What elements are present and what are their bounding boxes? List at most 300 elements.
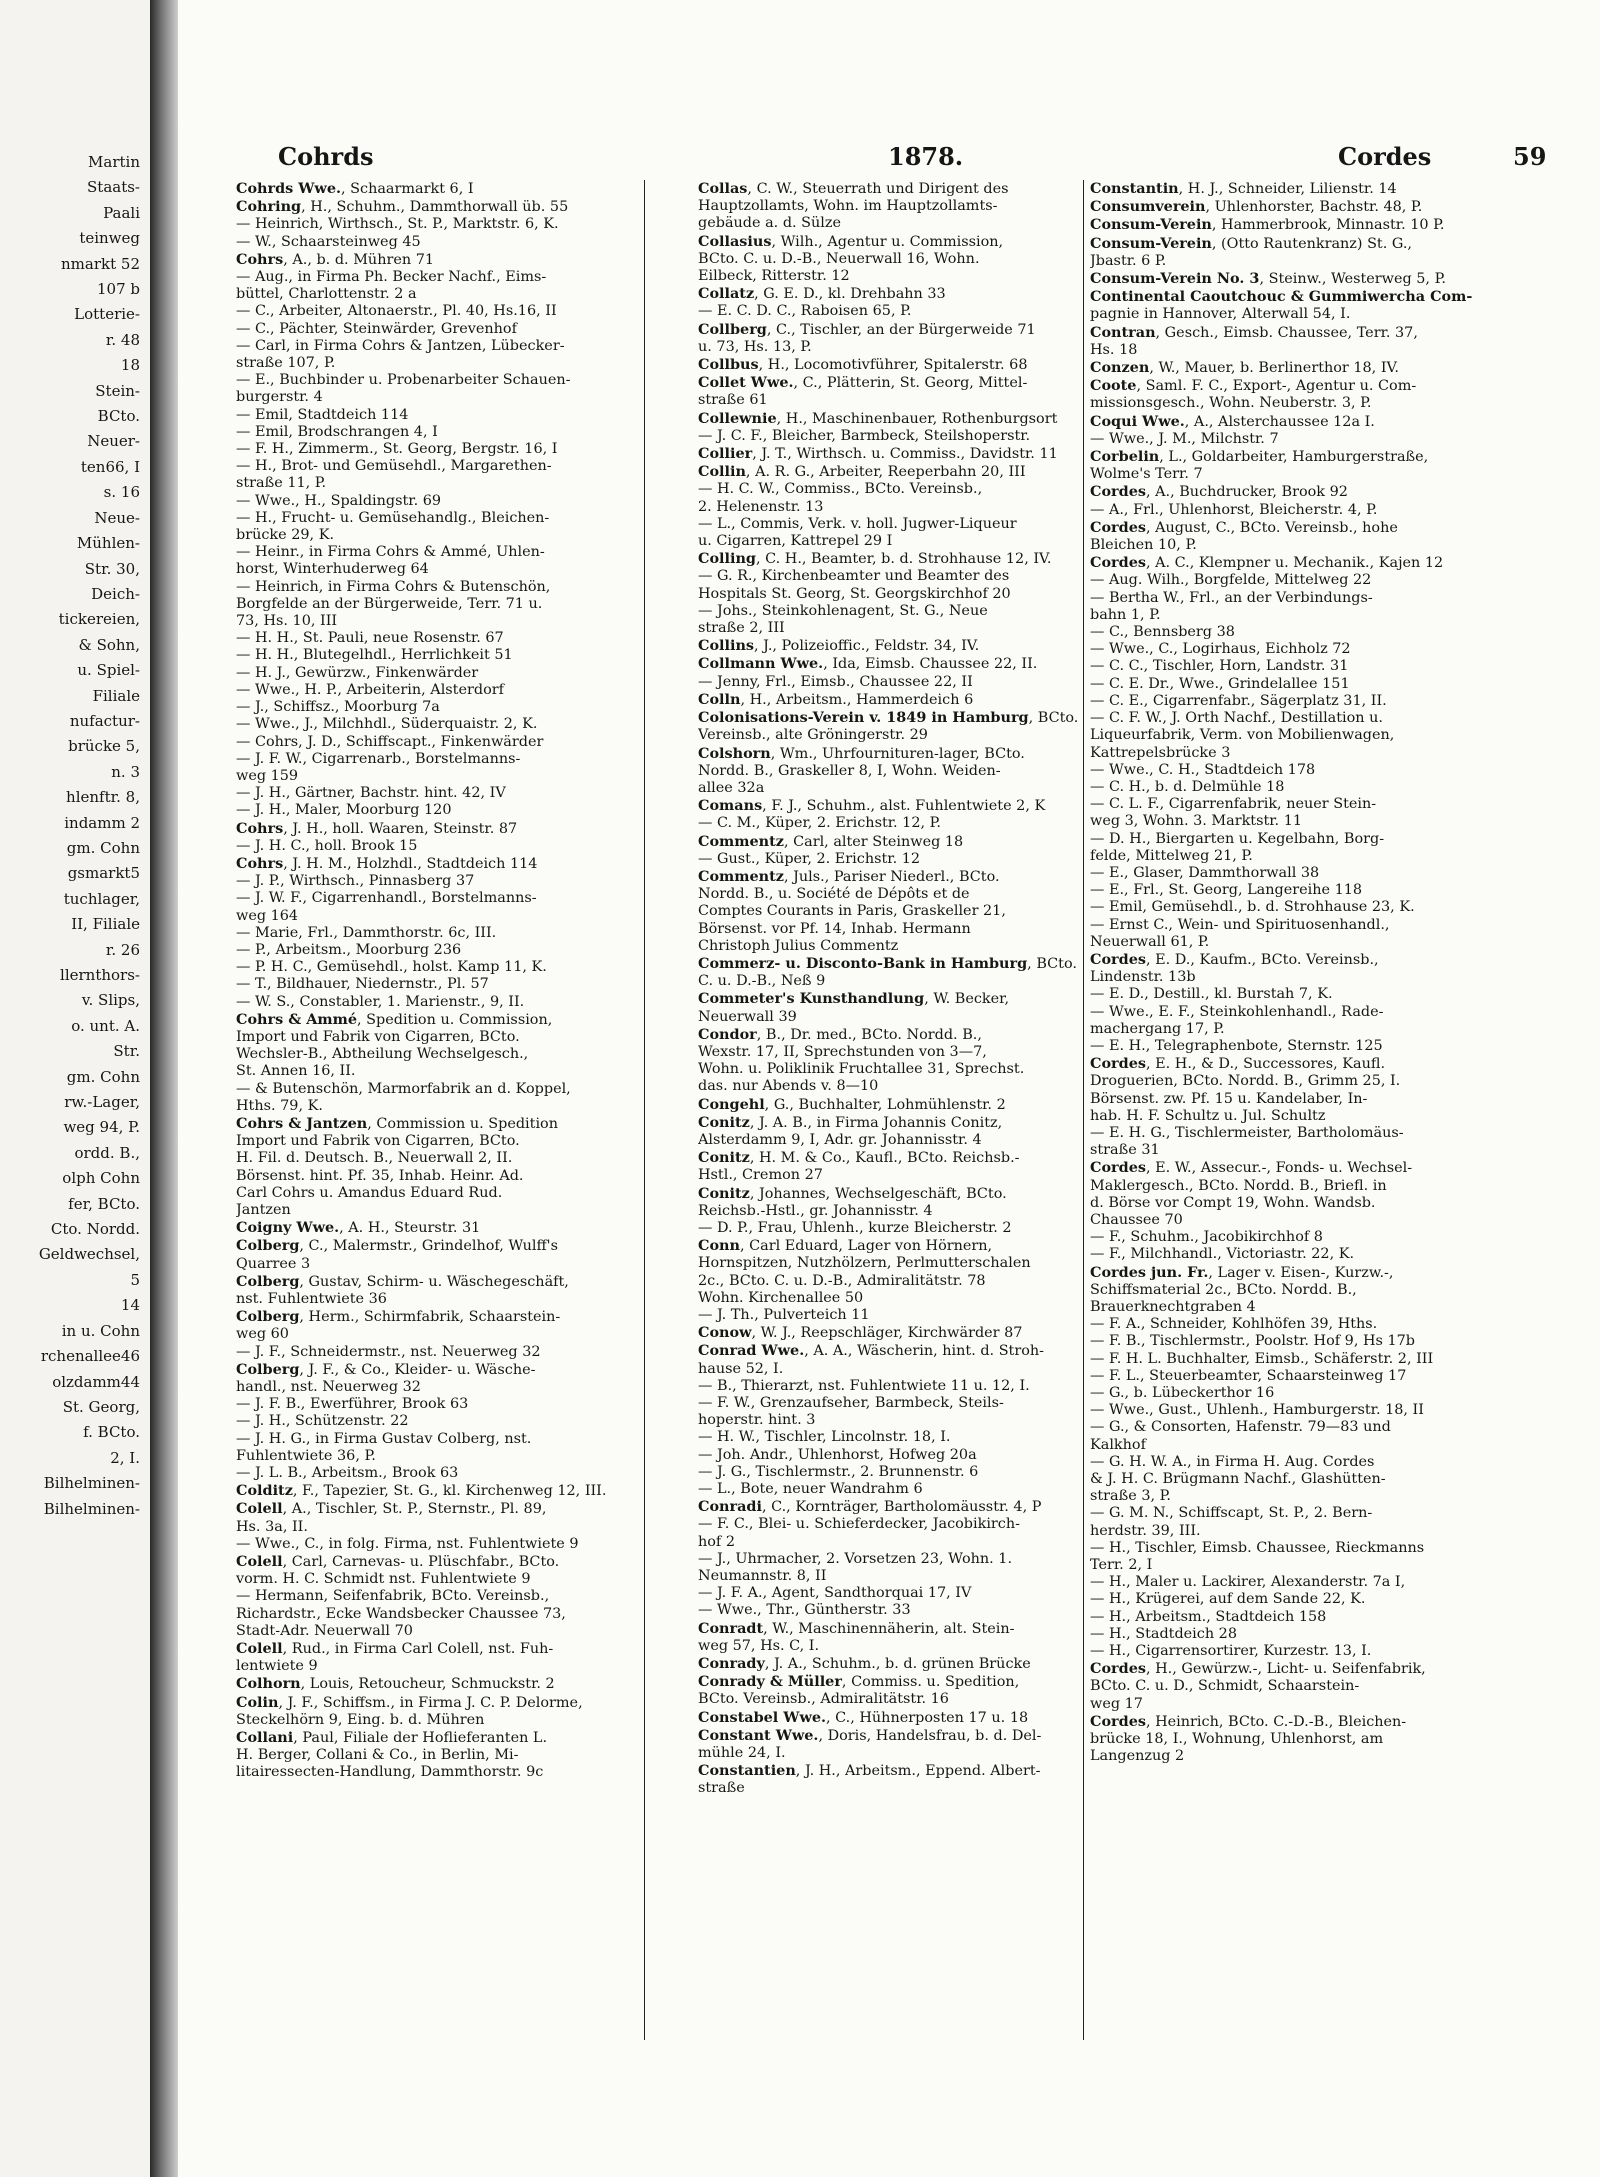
directory-line: Conradt, W., Maschinennäherin, alt. Stein- — [698, 1619, 1015, 1637]
directory-line: Colell, A., Tischler, St. P., Sternstr., Pl. 89, — [236, 1500, 547, 1518]
directory-line: — C. F. W., J. Orth Nachf., Destillation u. — [1090, 710, 1383, 727]
directory-line: Cohrds Wwe., Schaarmarkt 6, I — [236, 180, 474, 197]
directory-line: — F. W., Grenzaufseher, Barmbeck, Steils- — [698, 1395, 1004, 1412]
directory-line: Kalkhof — [1090, 1436, 1146, 1453]
directory-line: — Heinrich, in Firma Cohrs & Butenschön, — [236, 578, 551, 595]
edge-fragment: Mühlen- — [76, 534, 140, 553]
directory-line: — H., Tischler, Eimsb. Chaussee, Rieckmanns — [1090, 1539, 1425, 1556]
directory-line: — H., Maler u. Lackirer, Alexanderstr. 7a I, — [1090, 1574, 1406, 1591]
directory-line: Terr. 2, I — [1090, 1557, 1153, 1574]
previous-page-edge — [0, 150, 150, 2050]
directory-line: weg 3, Wohn. 3. Marktstr. 11 — [1090, 813, 1303, 830]
edge-fragment: indamm 2 — [64, 813, 140, 832]
directory-line: burgerstr. 4 — [236, 389, 323, 406]
directory-line: Contran, Gesch., Eimsb. Chaussee, Terr. 37, — [1090, 323, 1418, 341]
directory-line: allee 32a — [698, 779, 765, 796]
directory-line: — J. F. B., Ewerführer, Brook 63 — [236, 1396, 469, 1413]
directory-line: Collin, A. R. G., Arbeiter, Reeperbahn 20, III — [698, 463, 1026, 481]
directory-line: Conzen, W., Mauer, b. Berlinerthor 18, IV. — [1090, 359, 1399, 377]
directory-line: 73, Hs. 10, III — [236, 613, 338, 630]
directory-line: Cordes, Heinrich, BCto. C.-D.-B., Bleichen- — [1090, 1712, 1407, 1730]
page-header — [238, 142, 1558, 176]
directory-line: Colshorn, Wm., Uhrfournituren-lager, BCto. — [698, 744, 1025, 762]
edge-fragment: s. 16 — [103, 483, 140, 502]
directory-line: straße 31 — [1090, 1142, 1160, 1159]
edge-fragment: weg 94, P. — [63, 1118, 140, 1137]
edge-fragment: Str. — [113, 1042, 140, 1061]
directory-line: — E., Glaser, Dammthorwall 38 — [1090, 864, 1320, 881]
directory-line: — F. A., Schneider, Kohlhöfen 39, Hths. — [1090, 1316, 1378, 1333]
header-right-keyword: Cordes — [1338, 142, 1432, 171]
directory-line: — & Butenschön, Marmorfabrik an d. Koppel, — [236, 1080, 571, 1097]
header-left-keyword: Cohrds — [278, 142, 374, 171]
directory-line: Colling, C. H., Beamter, b. d. Strohhause 12, IV. — [698, 550, 1052, 568]
directory-line: weg 60 — [236, 1326, 289, 1343]
directory-line: — Wwe., H. P., Arbeiterin, Alsterdorf — [236, 681, 504, 698]
directory-line: — Aug. Wilh., Borgfelde, Mittelweg 22 — [1090, 572, 1372, 589]
directory-line: weg 57, Hs. C, I. — [698, 1637, 820, 1654]
directory-line: Import und Fabrik von Cigarren, BCto. — [236, 1133, 520, 1150]
edge-fragment: in u. Cohn — [61, 1321, 140, 1340]
edge-fragment: gm. Cohn — [66, 1067, 140, 1086]
edge-fragment: & Sohn, — [78, 635, 140, 654]
directory-line: — B., Thierarzt, nst. Fuhlentwiete 11 u. 12, I. — [698, 1377, 1030, 1394]
directory-line: — F., Milchhandl., Victoriastr. 22, K. — [1090, 1246, 1355, 1263]
directory-line: — J. C. F., Bleicher, Barmbeck, Steilshoperstr. — [698, 427, 1031, 444]
directory-line: Conitz, H. M. & Co., Kaufl., BCto. Reichsb.- — [698, 1149, 1020, 1167]
directory-line: Hornspitzen, Nutzhölzern, Perlmutterschalen — [698, 1255, 1031, 1272]
directory-line: Borgfelde an der Bürgerweide, Terr. 71 u. — [236, 595, 543, 612]
directory-line: straße 107, P. — [236, 355, 336, 372]
directory-line: weg 17 — [1090, 1695, 1143, 1712]
directory-line: — J. F. A., Agent, Sandthorquai 17, IV — [698, 1585, 972, 1602]
directory-line: Conrady & Müller, Commiss. u. Spedition, — [698, 1673, 1020, 1691]
edge-fragment: 14 — [120, 1296, 140, 1315]
edge-fragment: teinweg — [79, 229, 140, 248]
directory-line: — L., Commis, Verk. v. holl. Jugwer-Liqueur — [698, 515, 1017, 532]
edge-fragment: Geldwechsel, — [38, 1245, 140, 1264]
directory-line: — C. M., Küper, 2. Erichstr. 12, P. — [698, 815, 941, 832]
directory-line: Collier, J. T., Wirthsch. u. Commiss., Davidstr. 11 — [698, 445, 1058, 463]
directory-line: Consum-Verein, (Otto Rautenkranz) St. G., — [1090, 234, 1412, 252]
directory-line: Fuhlentwiete 36, P. — [236, 1447, 376, 1464]
directory-line: Hs. 18 — [1090, 341, 1138, 358]
directory-line: herdstr. 39, III. — [1090, 1522, 1201, 1539]
directory-line: — Jenny, Frl., Eimsb., Chaussee 22, II — [698, 673, 973, 690]
directory-line: Schiffsmaterial 2c., BCto. Nordd. B., — [1090, 1281, 1357, 1298]
directory-line: Börsenst. vor Pf. 14, Inhab. Hermann — [698, 920, 971, 937]
directory-line: Collbus, H., Locomotivführer, Spitalerstr. 68 — [698, 356, 1028, 374]
directory-line: Constantin, H. J., Schneider, Lilienstr. 14 — [1090, 180, 1397, 197]
directory-line: Droguerien, BCto. Nordd. B., Grimm 25, I. — [1090, 1073, 1401, 1090]
edge-fragment: Bilhelminen- — [43, 1499, 140, 1518]
directory-line: — Wwe., Gust., Uhlenh., Hamburgerstr. 18, II — [1090, 1402, 1424, 1419]
directory-line: u. 73, Hs. 13, P. — [698, 338, 812, 355]
directory-line: — E. C. D. C., Raboisen 65, P. — [698, 303, 912, 320]
edge-fragment: Deich- — [91, 584, 140, 603]
directory-line: Hths. 79, K. — [236, 1097, 323, 1114]
directory-line: — H., Krügerei, auf dem Sande 22, K. — [1090, 1591, 1366, 1608]
directory-line: Colhorn, Louis, Retoucheur, Schmuckstr. 2 — [236, 1675, 555, 1693]
edge-fragment: Bilhelminen- — [43, 1474, 140, 1493]
directory-line: — J. W. F., Cigarrenhandl., Borstelmanns- — [236, 890, 537, 907]
directory-line: Börsenst. hint. Pf. 35, Inhab. Heinr. Ad. — [236, 1167, 524, 1184]
edge-fragment: u. Spiel- — [77, 661, 140, 680]
edge-fragment: Staats- — [87, 178, 140, 197]
directory-line: — Bertha W., Frl., an der Verbindungs- — [1090, 589, 1373, 606]
directory-line: Cordes, A., Buchdrucker, Brook 92 — [1090, 483, 1348, 501]
directory-line: — Ernst C., Wein- und Spirituosenhandl., — [1090, 916, 1390, 933]
directory-line: — F., Schuhm., Jacobikirchhof 8 — [1090, 1229, 1323, 1246]
directory-line: mühle 24, I. — [698, 1745, 786, 1762]
directory-line: Christoph Julius Commentz — [698, 937, 899, 954]
directory-line: Reichsb.-Hstl., gr. Johannisstr. 4 — [698, 1202, 933, 1219]
directory-line: Steckelhörn 9, Eing. b. d. Mühren — [236, 1711, 485, 1728]
edge-fragment: ten66, I — [80, 457, 140, 476]
directory-line: — E. D., Destill., kl. Burstah 7, K. — [1090, 986, 1333, 1003]
edge-fragment: o. unt. A. — [71, 1016, 140, 1035]
edge-fragment: n. 3 — [111, 762, 140, 781]
directory-line: Jantzen — [236, 1201, 291, 1218]
directory-line: — H. H., Blutegelhdl., Herrlichkeit 51 — [236, 647, 513, 664]
edge-fragment: fer, BCto. — [68, 1194, 140, 1213]
directory-line: felde, Mittelweg 21, P. — [1090, 847, 1253, 864]
page-number: 59 — [1513, 142, 1547, 171]
directory-line: Cohrs & Ammé, Spedition u. Commission, — [236, 1010, 553, 1028]
directory-line: Colell, Rud., in Firma Carl Colell, nst. Fuh- — [236, 1640, 554, 1658]
directory-line: brücke 18, I., Wohnung, Uhlenhorst, am — [1090, 1731, 1384, 1748]
directory-line: Neumannstr. 8, II — [698, 1568, 827, 1585]
directory-line: — W., Schaarsteinweg 45 — [236, 233, 421, 250]
edge-fragment: ordd. B., — [74, 1143, 140, 1162]
directory-line: Constabel Wwe., C., Hühnerposten 17 u. 18 — [698, 1708, 1029, 1726]
directory-page — [178, 0, 1600, 2177]
directory-line: — D. P., Frau, Uhlenh., kurze Bleicherstr. 2 — [698, 1219, 1012, 1236]
directory-line: Collani, Paul, Filiale der Hoflieferanten L. — [236, 1729, 548, 1747]
directory-line: — Wwe., C., in folg. Firma, nst. Fuhlentwiete 9 — [236, 1535, 579, 1552]
edge-fragment: v. Slips, — [81, 991, 140, 1010]
directory-line: Colin, J. F., Schiffsm., in Firma J. C. P. Delorme, — [236, 1693, 583, 1711]
directory-line: Wohn. u. Poliklinik Fruchtallee 31, Sprechst. — [698, 1061, 1025, 1078]
directory-line: u. Cigarren, Kattrepel 29 I — [698, 533, 893, 550]
directory-line: — Wwe., E. F., Steinkohlenhandl., Rade- — [1090, 1003, 1384, 1020]
column-divider-2 — [1083, 180, 1084, 2040]
directory-line: Commentz, Carl, alter Steinweg 18 — [698, 832, 964, 850]
directory-line: Conitz, J. A. B., in Firma Johannis Conitz, — [698, 1113, 1003, 1131]
directory-line: brücke 29, K. — [236, 527, 335, 544]
edge-fragment: tuchlager, — [63, 889, 140, 908]
directory-line: Import und Fabrik von Cigarren, BCto. — [236, 1028, 520, 1045]
directory-line: Brauerknechtgraben 4 — [1090, 1299, 1256, 1315]
directory-line: — H., Frucht- u. Gemüsehandlg., Bleichen- — [236, 509, 550, 526]
column-2 — [698, 180, 1108, 2100]
directory-line: bahn 1, P. — [1090, 606, 1161, 623]
directory-line: — H., Cigarrensortirer, Kurzestr. 13, I. — [1090, 1643, 1372, 1660]
directory-line: — J., Uhrmacher, 2. Vorsetzen 23, Wohn. 1. — [698, 1550, 1013, 1567]
directory-line: C. u. D.-B., Neß 9 — [698, 973, 826, 990]
directory-line: — J. L. B., Arbeitsm., Brook 63 — [236, 1465, 459, 1482]
directory-line: Coigny Wwe., A. H., Steurstr. 31 — [236, 1219, 481, 1237]
directory-line: Jbastr. 6 P. — [1090, 252, 1167, 269]
directory-line: — F. L., Steuerbeamter, Schaarsteinweg 17 — [1090, 1367, 1407, 1384]
directory-line: — Aug., in Firma Ph. Becker Nachf., Eims- — [236, 269, 547, 286]
directory-line: pagnie in Hannover, Alterwall 54, I. — [1090, 306, 1351, 323]
edge-fragment: 107 b — [96, 280, 140, 299]
directory-line: Conn, Carl Eduard, Lager von Hörnern, — [698, 1237, 993, 1255]
directory-line: — Emil, Brodschrangen 4, I — [236, 423, 438, 440]
directory-line: — F. B., Tischlermstr., Poolstr. Hof 9, Hs 17b — [1090, 1333, 1415, 1350]
edge-fragment: olzdamm44 — [52, 1372, 140, 1391]
directory-line: hause 52, I. — [698, 1360, 784, 1377]
directory-line: — Johs., Steinkohlenagent, St. G., Neue — [698, 602, 988, 619]
directory-line: — H. H., St. Pauli, neue Rosenstr. 67 — [236, 630, 504, 647]
edge-fragment: Neue- — [94, 508, 140, 527]
directory-line: Hstl., Cremon 27 — [698, 1167, 823, 1184]
edge-fragment: Martin — [88, 153, 140, 171]
edge-fragment: BCto. — [97, 407, 140, 426]
directory-line: — J. F., Schneidermstr., nst. Neuerweg 32 — [236, 1343, 541, 1360]
directory-line: — Heinr., in Firma Cohrs & Ammé, Uhlen- — [236, 544, 545, 561]
directory-line: litairessecten-Handlung, Dammthorstr. 9c — [236, 1764, 544, 1781]
directory-line: — E. H. G., Tischlermeister, Bartholomäus- — [1090, 1124, 1404, 1141]
directory-line: Cohrs & Jantzen, Commission u. Spedition — [236, 1114, 558, 1132]
directory-line: BCto. Vereinsb., Admiralitätstr. 16 — [698, 1691, 949, 1708]
directory-line: — Wwe., J. M., Milchstr. 7 — [1090, 430, 1279, 447]
directory-line: Consum-Verein No. 3, Steinw., Westerweg 5, P. — [1090, 270, 1446, 288]
directory-line: — H., Arbeitsm., Stadtdeich 158 — [1090, 1608, 1327, 1625]
directory-line: Conow, W. J., Reepschläger, Kirchwärder 87 — [698, 1324, 1023, 1342]
directory-line: Nordd. B., Graskeller 8, I, Wohn. Weiden- — [698, 762, 1001, 779]
directory-line: — C., Pächter, Steinwärder, Grevenhof — [236, 320, 517, 337]
edge-fragment: nufactur- — [69, 711, 140, 730]
directory-line: — C. L. F., Cigarrenfabrik, neuer Stein- — [1090, 796, 1377, 813]
directory-line: machergang 17, P. — [1090, 1020, 1225, 1037]
directory-line: Collberg, C., Tischler, an der Bürgerweide 71 — [698, 320, 1036, 338]
edge-fragment: St. Georg, — [62, 1397, 140, 1416]
directory-line: Cordes, E. D., Kaufm., BCto. Vereinsb., — [1090, 950, 1379, 968]
edge-fragment: r. 26 — [105, 940, 140, 959]
directory-line: Condor, B., Dr. med., BCto. Nordd. B., — [698, 1025, 982, 1043]
directory-line: Colell, Carl, Carnevas- u. Plüschfabr., BCto. — [236, 1553, 560, 1571]
book-gutter — [150, 0, 178, 2177]
directory-line: gebäude a. d. Sülze — [698, 215, 842, 232]
directory-line: Wohn. Kirchenallee 50 — [698, 1289, 864, 1306]
directory-line: Cordes, E. H., & D., Successores, Kaufl. — [1090, 1055, 1386, 1073]
directory-line: — L., Bote, neuer Wandrahm 6 — [698, 1481, 923, 1498]
directory-line: — H. C. W., Commiss., BCto. Vereinsb., — [698, 481, 983, 498]
directory-line: — Wwe., H., Spaldingstr. 69 — [236, 492, 442, 509]
directory-line: Neuerwall 61, P. — [1090, 933, 1210, 950]
directory-line: — Wwe., C., Logirhaus, Eichholz 72 — [1090, 641, 1351, 658]
directory-line: Wolme's Terr. 7 — [1090, 466, 1203, 483]
directory-line: Comans, F. J., Schuhm., alst. Fuhlentwiete 2, K — [698, 797, 1046, 815]
directory-line: Cohring, H., Schuhm., Dammthorwall üb. 55 — [236, 198, 569, 216]
directory-line: — G. R., Kirchenbeamter und Beamter des — [698, 568, 1010, 585]
directory-line: Colln, H., Arbeitsm., Hammerdeich 6 — [698, 690, 974, 708]
directory-line: — Hermann, Seifenfabrik, BCto. Vereinsb., — [236, 1588, 550, 1605]
directory-line: — E., Buchbinder u. Probenarbeiter Schauen- — [236, 372, 571, 389]
directory-line: Cordes, A. C., Klempner u. Mechanik., Kajen 12 — [1090, 554, 1444, 572]
directory-line: Quarree 3 — [236, 1255, 311, 1272]
column-divider-1 — [644, 180, 645, 2040]
edge-fragment: Stein- — [95, 381, 140, 400]
directory-line: — Joh. Andr., Uhlenhorst, Hofweg 20a — [698, 1446, 977, 1463]
directory-line: Corbelin, L., Goldarbeiter, Hamburgerstraße, — [1090, 448, 1429, 466]
directory-line: weg 164 — [236, 907, 299, 924]
directory-line: Cordes jun. Fr., Lager v. Eisen-, Kurzw.-, — [1090, 1263, 1394, 1281]
directory-line: — H. W., Tischler, Lincolnstr. 18, I. — [698, 1429, 951, 1446]
directory-line: Conitz, Johannes, Wechselgeschäft, BCto. — [698, 1184, 1007, 1202]
edge-fragment: Filiale — [92, 686, 140, 705]
directory-line: Cohrs, A., b. d. Mühren 71 — [236, 250, 435, 268]
directory-line: — J. F. W., Cigarrenarb., Borstelmanns- — [236, 750, 521, 767]
directory-line: — F. H., Zimmerm., St. Georg, Bergstr. 16, I — [236, 441, 558, 458]
directory-line: — C. H., b. d. Delmühle 18 — [1090, 778, 1285, 795]
directory-line: Collasius, Wilh., Agentur u. Commission, — [698, 232, 1004, 250]
directory-line: Collewnie, H., Maschinenbauer, Rothenburgsort — [698, 409, 1058, 427]
directory-line: — C., Arbeiter, Altonaerstr., Pl. 40, Hs.16, II — [236, 303, 557, 320]
directory-line: horst, Winterhuderweg 64 — [236, 561, 429, 578]
directory-line: Consumverein, Uhlenhorster, Bachstr. 48, P. — [1090, 198, 1423, 216]
directory-line: Comptes Courants in Paris, Graskeller 21, — [698, 903, 1006, 920]
directory-line: — E. H., Telegraphenbote, Sternstr. 125 — [1090, 1037, 1383, 1054]
edge-fragment: nmarkt 52 — [61, 254, 140, 273]
directory-line: Collet Wwe., C., Plätterin, St. Georg, Mittel- — [698, 374, 1028, 392]
directory-line: Wexstr. 17, II, Sprechstunden von 3—7, — [698, 1043, 987, 1060]
edge-fragment: olph Cohn — [62, 1169, 140, 1188]
directory-line: nst. Fuhlentwiete 36 — [236, 1291, 387, 1307]
directory-line: Commentz, Juls., Pariser Niederl., BCto. — [698, 867, 1000, 885]
directory-line: — Emil, Stadtdeich 114 — [236, 406, 409, 423]
directory-line: Congehl, G., Buchhalter, Lohmühlenstr. 2 — [698, 1095, 1006, 1113]
directory-line: Collins, J., Polizeioffic., Feldstr. 34, IV. — [698, 637, 980, 655]
edge-fragment: Cto. Nordd. — [50, 1220, 140, 1239]
directory-line: Cordes, E. W., Assecur.-, Fonds- u. Wechsel- — [1090, 1159, 1413, 1177]
directory-line: Collmann Wwe., Ida, Eimsb. Chaussee 22, II. — [698, 655, 1038, 673]
edge-fragment: tickereien, — [58, 610, 140, 629]
directory-line: handl., nst. Neuerweg 32 — [236, 1379, 421, 1396]
column-1 — [236, 180, 646, 2100]
directory-line: Constant Wwe., Doris, Handelsfrau, b. d. Del- — [698, 1726, 1042, 1744]
edge-fragment: gsmarkt5 — [67, 864, 140, 883]
edge-fragment: r. 48 — [105, 330, 140, 349]
directory-line: Coote, Saml. F. C., Export-, Agentur u. Com- — [1090, 377, 1417, 395]
edge-fragment: rw.-Lager, — [64, 1093, 140, 1112]
directory-line: Constantien, J. H., Arbeitsm., Eppend. Albert- — [698, 1762, 1041, 1780]
directory-line: straße 61 — [698, 392, 768, 409]
directory-line: straße 3, P. — [1090, 1488, 1171, 1505]
directory-line: Hauptzollamts, Wohn. im Hauptzollamts- — [698, 198, 998, 215]
directory-line: Conrady, J. A., Schuhm., b. d. grünen Brücke — [698, 1655, 1031, 1673]
directory-line: — Gust., Küper, 2. Erichstr. 12 — [698, 850, 921, 867]
directory-line: — D. H., Biergarten u. Kegelbahn, Borg- — [1090, 830, 1385, 847]
directory-line: — A., Frl., Uhlenhorst, Bleicherstr. 4, P. — [1090, 501, 1378, 518]
directory-line: — F. C., Blei- u. Schieferdecker, Jacobikirch- — [698, 1516, 1021, 1533]
directory-line: Cohrs, J. H. M., Holzhdl., Stadtdeich 114 — [236, 854, 538, 872]
directory-line: BCto. C. u. D.-B., Neuerwall 16, Wohn. — [698, 250, 980, 267]
edge-fragment: 18 — [120, 356, 140, 375]
edge-fragment: 2, I. — [110, 1448, 140, 1467]
edge-fragment: gm. Cohn — [66, 838, 140, 857]
directory-line: — E., Frl., St. Georg, Langereihe 118 — [1090, 882, 1363, 899]
directory-line: Colberg, C., Malermstr., Grindelhof, Wulff's — [236, 1237, 559, 1255]
directory-line: Börsenst. zw. Pf. 15 u. Kandelaber, In- — [1090, 1090, 1368, 1107]
directory-line: Lindenstr. 13b — [1090, 969, 1196, 986]
directory-line: & J. H. C. Brügmann Nachf., Glashütten- — [1090, 1471, 1386, 1488]
edge-fragment: Str. 30, — [84, 559, 140, 578]
directory-line: straße — [698, 1780, 745, 1797]
directory-line: Collatz, G. E. D., kl. Drehbahn 33 — [698, 285, 946, 303]
edge-fragment: rchenallee46 — [40, 1347, 140, 1366]
directory-line: Maklergesch., BCto. Nordd. B., Briefl. in — [1090, 1177, 1387, 1194]
directory-line: Alsterdamm 9, I, Adr. gr. Johannisstr. 4 — [698, 1131, 982, 1148]
directory-line: büttel, Charlottenstr. 2 a — [236, 286, 417, 303]
directory-line: Colberg, Gustav, Schirm- u. Wäschegeschäft, — [236, 1272, 569, 1290]
edge-fragment: hlenftr. 8, — [66, 788, 140, 807]
directory-line: — Marie, Frl., Dammthorstr. 6c, III. — [236, 924, 497, 941]
directory-line: — H. J., Gewürzw., Finkenwärder — [236, 664, 479, 681]
directory-line: Liqueurfabrik, Verm. von Mobilienwagen, — [1090, 727, 1395, 744]
directory-line: das. nur Abends v. 8—10 — [698, 1078, 879, 1095]
directory-line: — C. E., Cigarrenfabr., Sägerplatz 31, II. — [1090, 692, 1387, 709]
directory-line: — Cohrs, J. D., Schiffscapt., Finkenwärder — [236, 733, 544, 750]
directory-line: — J. H. C., holl. Brook 15 — [236, 837, 418, 854]
edge-fragment: Neuer- — [87, 432, 140, 451]
edge-fragment: 5 — [130, 1270, 140, 1289]
directory-line: — G., b. Lübeckerthor 16 — [1090, 1385, 1275, 1402]
directory-line: Conradi, C., Kornträger, Bartholomäusstr. 4, P — [698, 1498, 1042, 1516]
directory-line: Langenzug 2 — [1090, 1748, 1185, 1765]
directory-line: — J. Th., Pulverteich 11 — [698, 1307, 870, 1323]
directory-line: Cordes, H., Gewürzw.-, Licht- u. Seifenfabrik, — [1090, 1660, 1426, 1678]
directory-line: hof 2 — [698, 1533, 735, 1550]
directory-line: Neuerwall 39 — [698, 1008, 797, 1025]
directory-line: Richardstr., Ecke Wandsbecker Chaussee 73, — [236, 1605, 566, 1622]
edge-fragment: Lotterie- — [74, 305, 140, 324]
directory-line: — P. H. C., Gemüsehdl., holst. Kamp 11, K. — [236, 959, 547, 976]
directory-line: hoperstr. hint. 3 — [698, 1412, 816, 1429]
directory-line: Collas, C. W., Steuerrath und Dirigent des — [698, 180, 1009, 197]
edge-fragment: II, Filiale — [71, 915, 140, 934]
directory-line: — F. H. L. Buchhalter, Eimsb., Schäferstr. 2, III — [1090, 1350, 1434, 1367]
directory-line: Commerz- u. Disconto-Bank in Hamburg, BCto. — [698, 954, 1077, 972]
directory-line: d. Börse vor Compt 19, Wohn. Wandsb. — [1090, 1194, 1376, 1211]
directory-line: hab. H. F. Schultz u. Jul. Schultz — [1090, 1107, 1326, 1124]
directory-line: Coqui Wwe., A., Alsterchaussee 12a I. — [1090, 412, 1375, 430]
directory-line: weg 159 — [236, 767, 299, 784]
directory-line: lentwiete 9 — [236, 1658, 318, 1675]
directory-line: Carl Cohrs u. Amandus Eduard Rud. — [236, 1184, 503, 1201]
directory-line: Vereinsb., alte Gröningerstr. 29 — [698, 727, 928, 744]
directory-line: Hospitals St. Georg, St. Georgskirchhof 20 — [698, 585, 1011, 602]
directory-line: — Emil, Gemüsehdl., b. d. Strohhause 23, K. — [1090, 899, 1415, 916]
directory-line: — G., & Consorten, Hafenstr. 79—83 und — [1090, 1419, 1391, 1436]
directory-line: Wechsler-B., Abtheilung Wechselgesch., — [236, 1046, 529, 1063]
directory-line: Kattrepelsbrücke 3 — [1090, 744, 1231, 761]
directory-line: Cordes, August, C., BCto. Vereinsb., hohe — [1090, 518, 1398, 536]
edge-fragment: llernthors- — [60, 966, 140, 984]
directory-line: Continental Caoutchouc & Gummiwercha Com- — [1090, 288, 1473, 306]
directory-line: Commeter's Kunsthandlung, W. Becker, — [698, 990, 1010, 1008]
directory-line: Colberg, Herm., Schirmfabrik, Schaarstein- — [236, 1308, 561, 1326]
header-year: 1878. — [888, 142, 964, 171]
directory-line: — Carl, in Firma Cohrs & Jantzen, Lübecker- — [236, 337, 565, 354]
directory-line: — J. H. G., in Firma Gustav Colberg, nst. — [236, 1430, 532, 1447]
directory-line: — J. H., Schützenstr. 22 — [236, 1413, 409, 1430]
directory-line: — G. H. W. A., in Firma H. Aug. Cordes — [1090, 1453, 1375, 1470]
directory-line: — J. H., Gärtner, Bachstr. hint. 42, IV — [236, 785, 506, 802]
directory-line: — J. G., Tischlermstr., 2. Brunnenstr. 6 — [698, 1463, 979, 1480]
